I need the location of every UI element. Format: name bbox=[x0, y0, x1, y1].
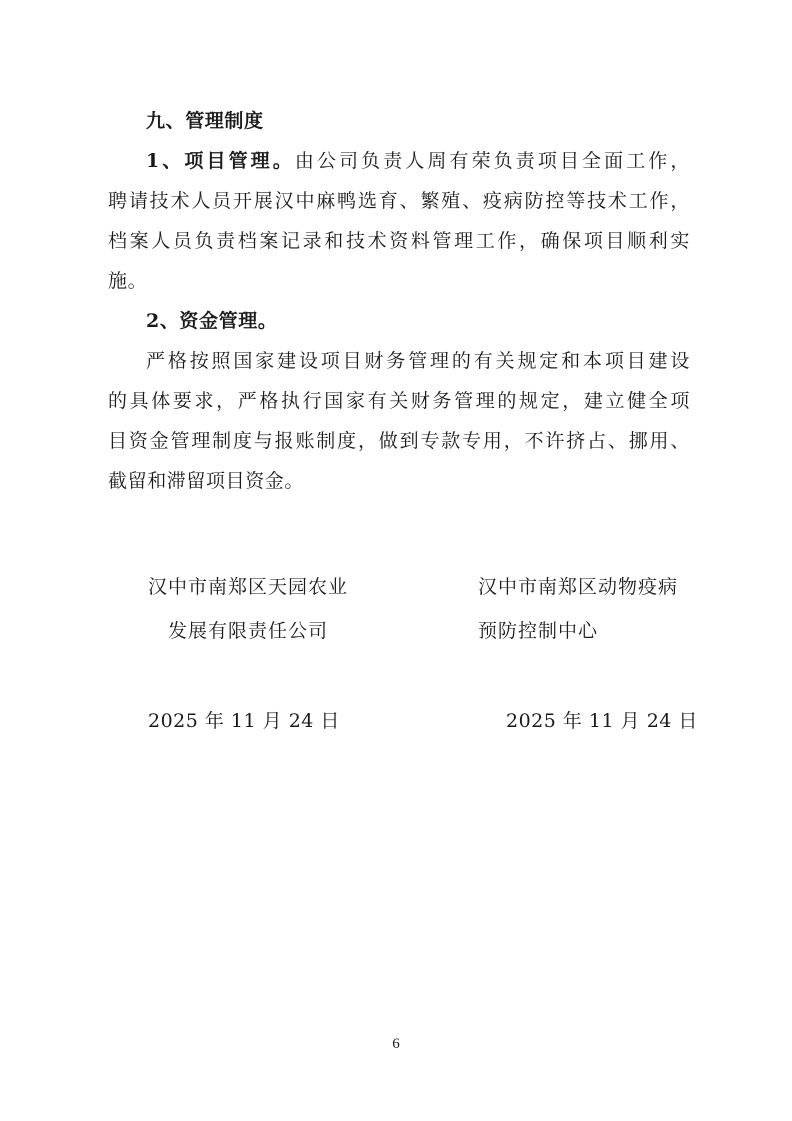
left-signature-org-line-2: 发展有限责任公司 bbox=[168, 620, 329, 642]
page-number: 6 bbox=[392, 1036, 400, 1052]
section-heading: 九、管理制度 bbox=[146, 110, 264, 132]
right-signature-org-line-2: 预防控制中心 bbox=[478, 620, 599, 642]
right-signature-org-line-1: 汉中市南郑区动物疫病 bbox=[478, 576, 679, 598]
left-signature-org-line-1: 汉中市南郑区天园农业 bbox=[148, 576, 349, 598]
fund-management-label: 2、资金管理。 bbox=[146, 310, 278, 332]
right-signature-date: 2025 年 11 月 24 日 bbox=[506, 710, 698, 732]
fund-management-line-2: 的具体要求，严格执行国家有关财务管理的规定，建立健全项 bbox=[108, 390, 690, 412]
project-management-line-1-text: 由公司负责人周有荣负责项目全面工作， bbox=[294, 150, 690, 172]
project-management-line-1 bbox=[146, 148, 690, 174]
fund-management-line-3: 目资金管理制度与报账制度，做到专款专用，不许挤占、挪用、 bbox=[108, 430, 690, 452]
project-management-line-3: 档案人员负责档案记录和技术资料管理工作，确保项目顺利实 bbox=[108, 230, 690, 252]
project-management-line-2: 聘请技术人员开展汉中麻鸭选育、繁殖、疫病防控等技术工作， bbox=[108, 190, 690, 212]
fund-management-line-1: 严格按照国家建设项目财务管理的有关规定和本项目建设 bbox=[146, 350, 690, 372]
project-management-line-4: 施。 bbox=[108, 270, 148, 292]
left-signature-date: 2025 年 11 月 24 日 bbox=[148, 710, 340, 732]
project-management-label: 1、项目管理。 bbox=[146, 150, 295, 172]
fund-management-line-4: 截留和滞留项目资金。 bbox=[108, 470, 305, 492]
